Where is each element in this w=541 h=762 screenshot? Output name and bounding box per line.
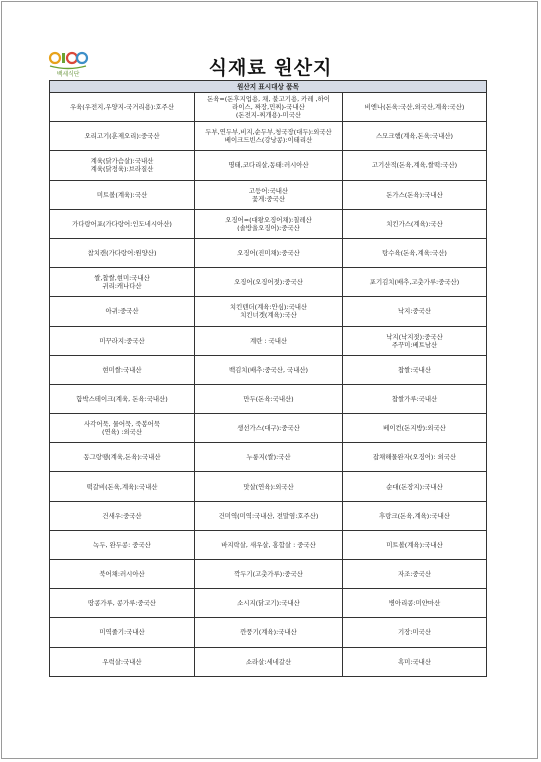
table-cell xyxy=(195,355,343,384)
cell-text: 기장:미국산 xyxy=(397,628,432,637)
table-cell xyxy=(50,122,195,151)
table-row xyxy=(50,268,487,297)
table-row xyxy=(50,618,487,647)
cell-text: 함박스테이크(계육, 돈육:국내산) xyxy=(76,394,168,403)
table-cell xyxy=(195,560,343,589)
cell-text: 탕수육(돈육,계육:국산) xyxy=(382,249,447,258)
table-cell xyxy=(343,589,487,618)
cell-text: 미역줄기:국내산 xyxy=(99,628,145,637)
table-cell xyxy=(195,122,343,151)
cell-text: 쌀,찹쌀,현미:국내산 xyxy=(94,274,150,283)
cell-text: 치킨가스(계육):국산 xyxy=(386,219,443,228)
table-cell xyxy=(195,326,343,355)
table-cell xyxy=(343,414,487,443)
cell-text: 우육(우전지,우양지-국거리용):호주산 xyxy=(69,103,175,112)
cell-text: 소라살:세네갈산 xyxy=(245,657,292,666)
table-cell xyxy=(50,647,195,676)
table-cell xyxy=(195,589,343,618)
table-cell xyxy=(343,472,487,501)
cell-text: 건미역(미역:국내산, 전말염:호주산) xyxy=(218,511,319,520)
table-cell xyxy=(195,93,343,122)
cell-text: 미트볼(계육):국내산 xyxy=(386,540,443,549)
cell-text: 치킨텐더(계육:안심):국내산 xyxy=(229,303,308,312)
cell-text: 소시지(닭고기):국내산 xyxy=(237,599,300,608)
table-row xyxy=(50,326,487,355)
cell-text: 건새우:중국산 xyxy=(102,511,142,520)
table-cell xyxy=(343,501,487,530)
table-cell xyxy=(195,443,343,472)
cell-text: 베이크드빈스(강낭콩):이태리산 xyxy=(224,136,313,145)
table-cell xyxy=(50,180,195,209)
cell-text: 가다랑어포(가다랑어:인도네시아산) xyxy=(72,219,172,228)
table-row xyxy=(50,355,487,384)
table-cell xyxy=(195,151,343,180)
table-cell xyxy=(50,326,195,355)
cell-text: 낙지(낙지젓):중국산 xyxy=(386,332,443,341)
cell-text: 비엔나(돈육:국산,외국산,계육:국산) xyxy=(364,103,465,112)
table-row xyxy=(50,472,487,501)
table-cell xyxy=(343,93,487,122)
table-header: 원산지 표시대상 품목 xyxy=(50,81,487,93)
cell-text: 오징어(오징어젓):중국산 xyxy=(234,278,303,287)
table-row xyxy=(50,297,487,326)
table-cell xyxy=(50,560,195,589)
table-cell xyxy=(195,297,343,326)
table-cell xyxy=(50,384,195,413)
cell-text: 라이스, 짜장,민찌)-국내산 xyxy=(232,103,305,112)
cell-text: 누룽지(쌀):국산 xyxy=(246,453,291,462)
cell-text: 북어채:러시아산 xyxy=(99,570,145,579)
cell-text: 순대(돈장지):국내산 xyxy=(386,482,443,491)
cell-text: 꽃게:중국산 xyxy=(251,194,286,203)
cell-text: 흑미:국내산 xyxy=(397,657,432,666)
table-cell xyxy=(195,268,343,297)
table-cell xyxy=(343,268,487,297)
table-cell xyxy=(195,384,343,413)
table-cell xyxy=(50,93,195,122)
cell-text: 참치캔(가다랑어:원양산) xyxy=(87,249,157,258)
cell-text: 잡채해물완자(오징어): 외국산 xyxy=(372,453,457,462)
table-cell xyxy=(50,297,195,326)
cell-text: 사각어묵, 물어묵, 죽봉어묵 xyxy=(83,420,161,429)
cell-text: 맛살(연육):외국산 xyxy=(243,482,294,491)
cell-text: (연육) :외국산 xyxy=(101,428,143,437)
cell-text: 병아리콩:미얀마산 xyxy=(388,599,441,608)
table-row xyxy=(50,93,487,122)
cell-text: (솔방울오징어):중국산 xyxy=(237,223,300,232)
cell-text: 자조:중국산 xyxy=(397,570,432,579)
table-cell xyxy=(343,151,487,180)
table-row xyxy=(50,151,487,180)
table-cell xyxy=(50,589,195,618)
cell-text: 깐풍기(계육):국내산 xyxy=(240,628,297,637)
table-cell xyxy=(50,268,195,297)
table-cell xyxy=(343,647,487,676)
table-row xyxy=(50,209,487,238)
cell-text: 땅콩가루, 콩가루:중국산 xyxy=(88,599,156,608)
table-cell xyxy=(343,238,487,267)
table-row xyxy=(50,238,487,267)
table-cell xyxy=(343,180,487,209)
table-cell xyxy=(343,326,487,355)
page-title: 식재료 원산지 xyxy=(208,57,333,79)
table-row xyxy=(50,560,487,589)
table-cell xyxy=(50,209,195,238)
table-cell xyxy=(50,414,195,443)
table-cell xyxy=(195,647,343,676)
cell-text: 오리고기(훈제오리):중국산 xyxy=(84,132,160,141)
cell-text: 미꾸라지:중국산 xyxy=(99,336,145,345)
table-cell xyxy=(343,209,487,238)
cell-text: 동그랑땡(계육,돈육):국내산 xyxy=(83,453,161,462)
cell-text: 생선가스(대구):중국산 xyxy=(237,424,300,433)
cell-text: 계육(닭가슴살):국내산 xyxy=(90,157,154,166)
table-cell xyxy=(50,355,195,384)
cell-text: 치킨너겟(계육):국산 xyxy=(240,311,297,320)
table-row xyxy=(50,589,487,618)
table-cell xyxy=(343,530,487,559)
table-cell xyxy=(195,472,343,501)
table-cell xyxy=(50,443,195,472)
cell-text: 스모크햄(계육,돈육:국내산) xyxy=(375,132,454,141)
cell-text: 녹두, 완두콩: 중국산 xyxy=(93,540,151,549)
table-cell xyxy=(50,151,195,180)
cell-text: 고등어:국내산 xyxy=(248,186,289,195)
cell-text: 찹쌀가루:국내산 xyxy=(391,394,438,403)
cell-text: 귀리:캐나다산 xyxy=(102,282,142,291)
table-cell xyxy=(343,618,487,647)
cell-text: 후랑크(돈육,계육):국내산 xyxy=(379,511,450,520)
cell-text: 계란 : 국내산 xyxy=(249,336,288,345)
table-cell xyxy=(195,209,343,238)
table-cell xyxy=(50,618,195,647)
table-cell xyxy=(343,122,487,151)
cell-text: 베이컨(돈지방):외국산 xyxy=(383,424,446,433)
cell-text: 주꾸미:베트남산 xyxy=(391,340,438,349)
cell-text: 미트볼(계육):국산 xyxy=(96,190,148,199)
cell-text: 찹쌀:국내산 xyxy=(397,365,432,374)
table-row xyxy=(50,414,487,443)
table-row xyxy=(50,122,487,151)
table-row xyxy=(50,384,487,413)
cell-text: 명태,코다리살,동태:러시아산 xyxy=(228,161,309,170)
table-cell xyxy=(195,238,343,267)
table-cell xyxy=(50,501,195,530)
cell-text: 돈가스(돈육):국내산 xyxy=(386,190,443,199)
table-cell xyxy=(50,472,195,501)
cell-text: 우럭살:국내산 xyxy=(102,657,142,666)
table-cell xyxy=(343,355,487,384)
table-cell xyxy=(343,384,487,413)
cell-text: 현미쌀:국내산 xyxy=(102,365,142,374)
table-row xyxy=(50,530,487,559)
table-cell xyxy=(195,618,343,647)
cell-text: 오징어(진미채):중국산 xyxy=(237,249,300,258)
logo-text: 백세식단 xyxy=(56,71,80,78)
table-cell xyxy=(195,530,343,559)
cell-text: 바지락살, 새우살, 홍합살 : 중국산 xyxy=(221,540,316,549)
table-cell xyxy=(195,501,343,530)
table-row xyxy=(50,180,487,209)
table-cell xyxy=(50,530,195,559)
cell-text: 돈육=(돈후지업용, 채, 불고기용, 카레 ,하이 xyxy=(207,95,330,104)
cell-text: 떡갈비(돈육,계육):국내산 xyxy=(86,482,158,491)
cell-text: 낙지:중국산 xyxy=(397,307,432,316)
cell-text: 아귀:중국산 xyxy=(105,307,139,316)
table-cell xyxy=(195,180,343,209)
table-cell xyxy=(343,443,487,472)
cell-text: 고기산적(돈육,계육,쌀떡:국산) xyxy=(371,161,458,170)
table-row xyxy=(50,443,487,472)
cell-text: 포기김치(배추,고춧가루:중국산) xyxy=(369,278,460,287)
table-row xyxy=(50,501,487,530)
cell-text: 두부,연두부,비지,순두부,청국장(대두):외국산 xyxy=(205,128,332,137)
table-cell xyxy=(343,297,487,326)
table-cell xyxy=(195,414,343,443)
table-cell xyxy=(50,238,195,267)
cell-text: 계육(닭정육):브라질산 xyxy=(90,165,154,174)
cell-text: 깍두기(고춧가루):중국산 xyxy=(234,570,303,579)
origin-table xyxy=(49,80,487,677)
table-cell xyxy=(343,560,487,589)
cell-text: 백김치(배추:중국산, 국내산) xyxy=(228,365,309,374)
cell-text: 만두(돈육:국내산) xyxy=(243,394,294,403)
cell-text: 오징어=(대왕오징어채):칠레산 xyxy=(225,215,312,224)
cell-text: (돈전지-찌개용)-미국산 xyxy=(235,111,302,120)
table-row xyxy=(50,647,487,676)
